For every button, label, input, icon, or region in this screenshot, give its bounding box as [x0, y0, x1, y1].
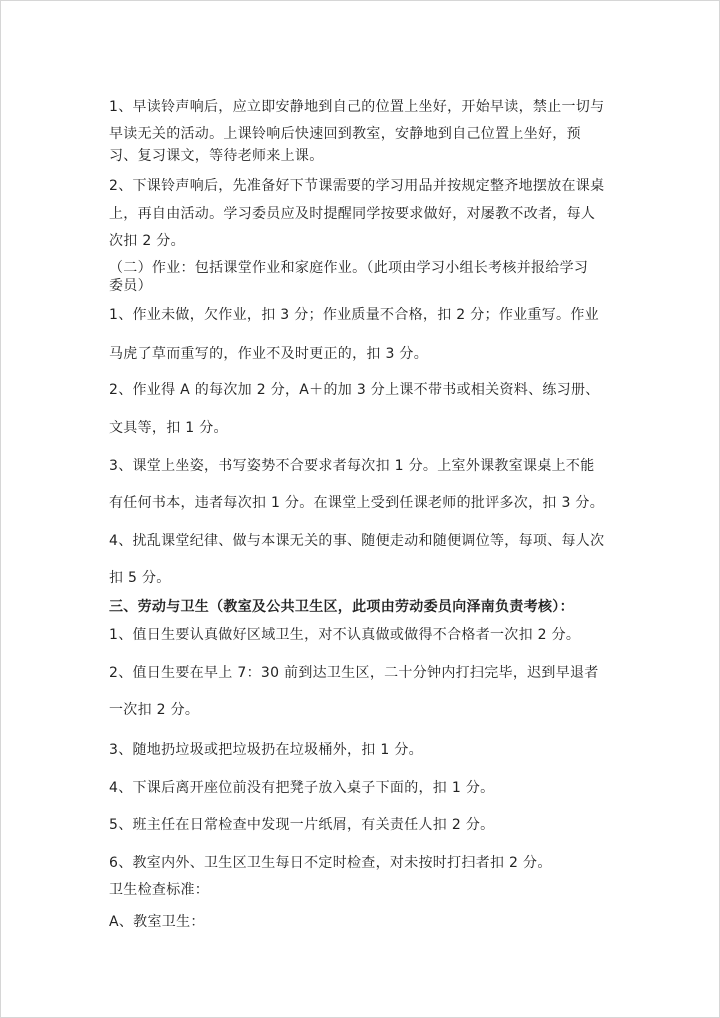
text-line: 马虎了草而重写的，作业不及时更正的，扣 3 分。	[109, 346, 429, 362]
text-line: 2、作业得 A 的每次加 2 分，A＋的加 3 分上课不带书或相关资料、练习册、	[109, 382, 600, 398]
text-line: 卫生检查标准：	[109, 882, 210, 898]
text-line: 2、下课铃声响后，先准备好下节课需要的学习用品并按规定整齐地摆放在课桌	[109, 178, 605, 194]
section-heading: 三、劳动与卫生（教室及公共卫生区，此项由劳动委员向泽南负责考核）：	[109, 599, 574, 615]
text-line: （二）作业：包括课堂作业和家庭作业。（此项由学习小组长考核并报给学习	[109, 260, 589, 276]
text-line: 2、值日生要在早上 7：30 前到达卫生区，二十分钟内打扫完毕，迟到早退者	[109, 665, 599, 681]
text-line: A、教室卫生：	[109, 914, 205, 930]
text-line: 次扣 2 分。	[109, 233, 185, 249]
text-line: 6、教室内外、卫生区卫生每日不定时检查，对未按时打扫者扣 2 分。	[109, 855, 552, 871]
text-line: 4、扰乱课堂纪律、做与本课无关的事、随便走动和随便调位等，每项、每人次	[109, 533, 605, 549]
text-line: 有任何书本，违者每次扣 1 分。在课堂上受到任课老师的批评多次，扣 3 分。	[109, 495, 605, 511]
text-line: 扣 5 分。	[109, 570, 171, 586]
text-line: 1、值日生要认真做好区域卫生，对不认真做或做得不合格者一次扣 2 分。	[109, 627, 581, 643]
text-line: 一次扣 2 分。	[109, 702, 200, 718]
text-line: 3、课堂上坐姿，书写姿势不合要求者每次扣 1 分。上室外课教室课桌上不能	[109, 458, 595, 474]
text-line: 4、下课后离开座位前没有把凳子放入桌子下面的，扣 1 分。	[109, 780, 495, 796]
text-line: 1、作业未做，欠作业，扣 3 分；作业质量不合格，扣 2 分；作业重写。作业	[109, 307, 599, 323]
text-line: 习、复习课文，等待老师来上课。	[109, 148, 324, 164]
text-line: 早读无关的活动。上课铃响后快速回到教室，安静地到自己位置上坐好，预	[109, 126, 581, 142]
text-line: 3、随地扔垃圾或把垃圾扔在垃圾桶外，扣 1 分。	[109, 742, 423, 758]
text-line: 5、班主任在日常检查中发现一片纸屑，有关责任人扣 2 分。	[109, 817, 495, 833]
text-line: 委员）	[109, 278, 152, 294]
text-line: 上，再自由活动。学习委员应及时提醒同学按要求做好，对屡教不改者，每人	[109, 206, 596, 222]
text-line: 文具等，扣 1 分。	[109, 420, 228, 436]
text-line: 1、早读铃声响后，应立即安静地到自己的位置上坐好，开始早读，禁止一切与	[109, 99, 605, 115]
